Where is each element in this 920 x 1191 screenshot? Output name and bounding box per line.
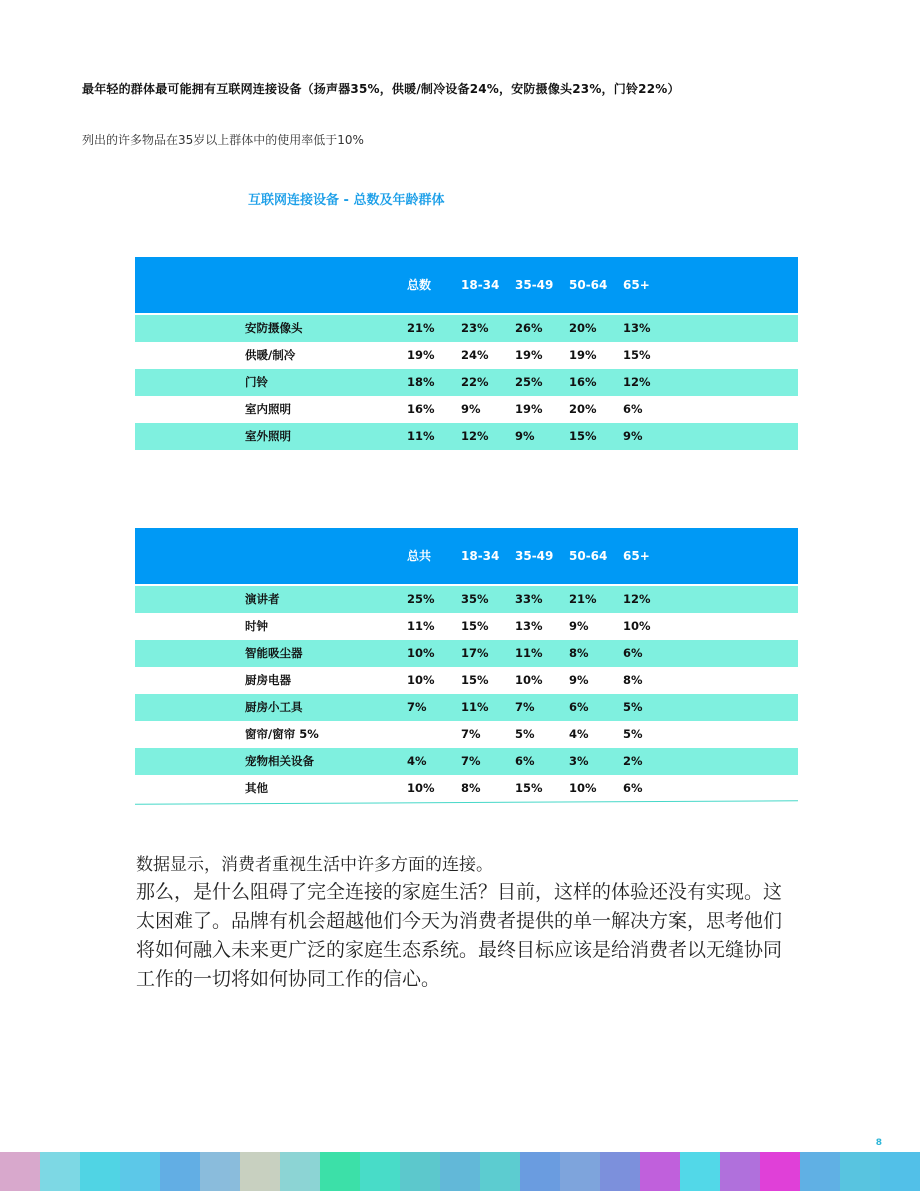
stripe-segment <box>840 1152 880 1191</box>
table-header <box>135 528 798 584</box>
header-cell: 总数 <box>407 278 432 292</box>
cell-value: 13% <box>515 619 543 633</box>
table-row <box>135 342 798 369</box>
header-cell: 65+ <box>623 549 650 563</box>
stripe-segment <box>680 1152 720 1191</box>
cell-value: 6% <box>515 754 535 768</box>
header-cell: 18-34 <box>461 278 500 292</box>
table-row <box>135 748 798 775</box>
cell-value: 6% <box>623 781 643 795</box>
cell-value: 9% <box>623 429 643 443</box>
header-cell: 50-64 <box>569 278 608 292</box>
stripe-segment <box>800 1152 840 1191</box>
paragraph-intro: 数据显示，消费者重视生活中许多方面的连接。 <box>136 855 493 875</box>
stripe-segment <box>280 1152 320 1191</box>
cell-value: 7% <box>407 700 427 714</box>
headline: 最年轻的群体最可能拥有互联网连接设备（扬声器35%，供暖/制冷设备24%，安防摄像头23%，门铃22%） <box>82 82 680 96</box>
table-title: 互联网连接设备 - 总数及年龄群体 <box>248 193 445 208</box>
stripe-segment <box>880 1152 920 1191</box>
devices-table-1 <box>135 257 798 450</box>
cell-value: 9% <box>515 429 535 443</box>
cell-value: 35% <box>461 592 489 606</box>
cell-value: 20% <box>569 402 597 416</box>
stripe-segment <box>320 1152 360 1191</box>
cell-value: 10% <box>407 781 435 795</box>
cell-value: 15% <box>569 429 597 443</box>
cell-value: 20% <box>569 321 597 335</box>
row-label: 厨房小工具 <box>245 700 303 714</box>
row-label: 厨房电器 <box>245 673 291 687</box>
cell-value: 15% <box>461 673 489 687</box>
decorative-color-stripe <box>0 1152 920 1191</box>
cell-value: 33% <box>515 592 543 606</box>
devices-table-2 <box>135 528 798 803</box>
stripe-segment <box>640 1152 680 1191</box>
cell-value: 9% <box>569 619 589 633</box>
cell-value: 8% <box>623 673 643 687</box>
cell-value: 8% <box>461 781 481 795</box>
stripe-segment <box>120 1152 160 1191</box>
cell-value: 3% <box>569 754 589 768</box>
cell-value: 15% <box>461 619 489 633</box>
stripe-segment <box>440 1152 480 1191</box>
cell-value: 9% <box>461 402 481 416</box>
cell-value: 8% <box>569 646 589 660</box>
cell-value: 4% <box>569 727 589 741</box>
cell-value: 11% <box>407 429 435 443</box>
row-label: 室内照明 <box>245 402 291 416</box>
row-label: 其他 <box>245 781 268 795</box>
table-row <box>135 775 798 802</box>
cell-value: 7% <box>515 700 535 714</box>
cell-value: 12% <box>461 429 489 443</box>
table-row <box>135 423 798 450</box>
cell-value: 26% <box>515 321 543 335</box>
cell-value: 11% <box>461 700 489 714</box>
cell-value: 19% <box>515 402 543 416</box>
cell-value: 15% <box>623 348 651 362</box>
cell-value: 19% <box>407 348 435 362</box>
stripe-segment <box>600 1152 640 1191</box>
row-label: 室外照明 <box>245 429 291 443</box>
stripe-segment <box>200 1152 240 1191</box>
row-label: 门铃 <box>245 375 268 389</box>
cell-value: 9% <box>569 673 589 687</box>
table-row <box>135 721 798 748</box>
row-label: 演讲者 <box>245 592 280 606</box>
cell-value: 21% <box>569 592 597 606</box>
cell-value: 10% <box>623 619 651 633</box>
table-row <box>135 315 798 342</box>
stripe-segment <box>560 1152 600 1191</box>
cell-value: 10% <box>407 673 435 687</box>
cell-value: 12% <box>623 375 651 389</box>
cell-value: 13% <box>623 321 651 335</box>
stripe-segment <box>0 1152 40 1191</box>
row-label: 智能吸尘器 <box>245 646 303 660</box>
header-cell: 65+ <box>623 278 650 292</box>
cell-value: 17% <box>461 646 489 660</box>
row-label: 供暖/制冷 <box>245 348 296 362</box>
paragraph-body: 那么，是什么阻碍了完全连接的家庭生活？目前，这样的体验还没有实现。这太困难了。品牌有机会超越他们今天为消费者提供的单一解决方案，思考他们将如何融入未来更广泛的家庭生态系统。最终目标应该是给消费者以无缝协同工作的一切将如何协同工作的信心。 <box>136 881 783 990</box>
cell-value: 7% <box>461 727 481 741</box>
table-row <box>135 369 798 396</box>
table-row <box>135 694 798 721</box>
stripe-segment <box>40 1152 80 1191</box>
table-row <box>135 586 798 613</box>
stripe-segment <box>80 1152 120 1191</box>
table-row <box>135 396 798 423</box>
row-label: 时钟 <box>245 619 268 633</box>
cell-value: 10% <box>515 673 543 687</box>
cell-value: 25% <box>407 592 435 606</box>
header-cell: 50-64 <box>569 549 608 563</box>
cell-value: 11% <box>515 646 543 660</box>
header-cell: 18-34 <box>461 549 500 563</box>
stripe-segment <box>400 1152 440 1191</box>
cell-value: 10% <box>407 646 435 660</box>
cell-value: 22% <box>461 375 489 389</box>
header-cell: 总共 <box>407 549 432 563</box>
row-label: 安防摄像头 <box>245 321 303 335</box>
cell-value: 25% <box>515 375 543 389</box>
table-row <box>135 640 798 667</box>
cell-value: 15% <box>515 781 543 795</box>
cell-value: 6% <box>623 402 643 416</box>
stripe-segment <box>480 1152 520 1191</box>
cell-value: 24% <box>461 348 489 362</box>
cell-value: 12% <box>623 592 651 606</box>
stripe-segment <box>720 1152 760 1191</box>
stripe-segment <box>520 1152 560 1191</box>
cell-value: 11% <box>407 619 435 633</box>
cell-value: 16% <box>407 402 435 416</box>
subline: 列出的许多物品在35岁以上群体中的使用率低于10% <box>82 133 364 147</box>
cell-value: 19% <box>515 348 543 362</box>
cell-value: 5% <box>623 700 643 714</box>
cell-value: 7% <box>461 754 481 768</box>
stripe-segment <box>240 1152 280 1191</box>
cell-value: 18% <box>407 375 435 389</box>
table-row <box>135 667 798 694</box>
cell-value: 10% <box>569 781 597 795</box>
row-label: 窗帘/窗帘 5% <box>245 727 319 741</box>
header-cell: 35-49 <box>515 278 554 292</box>
cell-value: 16% <box>569 375 597 389</box>
stripe-segment <box>160 1152 200 1191</box>
cell-value: 5% <box>515 727 535 741</box>
row-label: 宠物相关设备 <box>245 754 314 768</box>
header-cell: 35-49 <box>515 549 554 563</box>
page-number: 8 <box>875 1138 882 1148</box>
cell-value: 4% <box>407 754 427 768</box>
table-row <box>135 613 798 640</box>
cell-value: 21% <box>407 321 435 335</box>
table-header <box>135 257 798 313</box>
cell-value: 6% <box>623 646 643 660</box>
stripe-segment <box>760 1152 800 1191</box>
stripe-segment <box>360 1152 400 1191</box>
cell-value: 6% <box>569 700 589 714</box>
cell-value: 5% <box>623 727 643 741</box>
cell-value: 2% <box>623 754 643 768</box>
cell-value: 19% <box>569 348 597 362</box>
cell-value: 23% <box>461 321 489 335</box>
